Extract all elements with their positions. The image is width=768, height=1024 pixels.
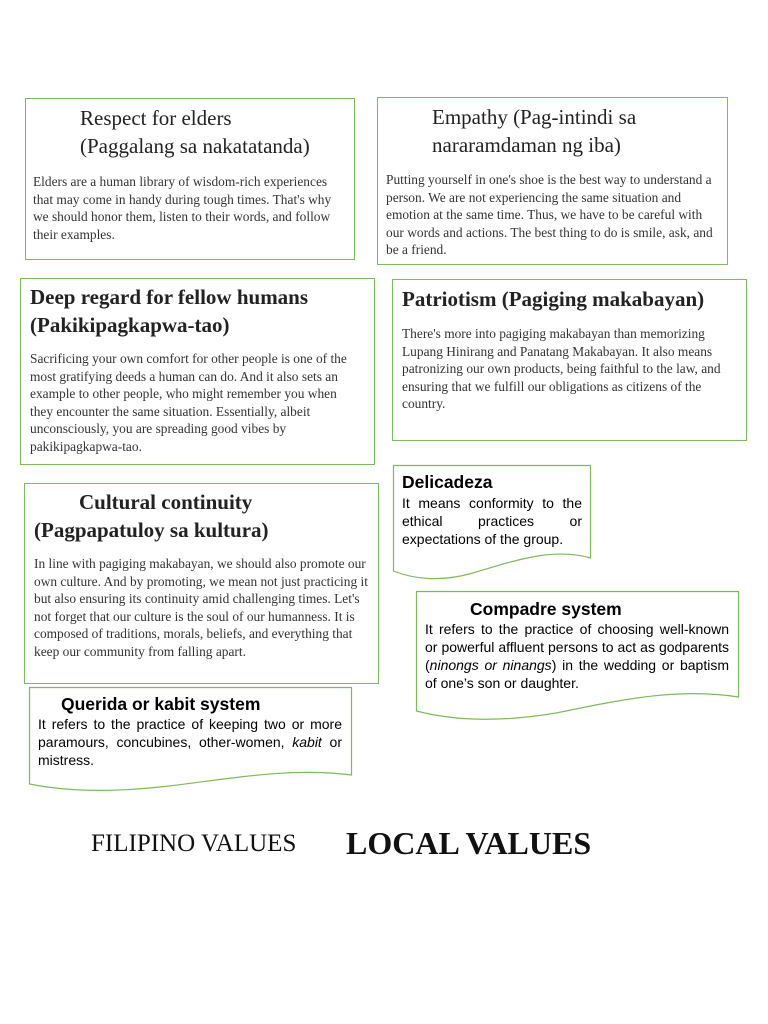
footer-local-values: LOCAL VALUES	[346, 825, 592, 861]
card-body: It means conformity to the ethical practices or expectations of the group.	[402, 495, 582, 547]
card-title: Empathy (Pag-intindi sa nararamdaman ng iba)	[432, 105, 637, 157]
card-cultural-continuity	[24, 483, 379, 684]
card-respect-for-elders	[25, 98, 355, 260]
card-delicadeza	[393, 465, 591, 583]
card-body: There's more into pagiging makabayan than memorizing Lupang Hinirang and Panatang Makabayan. It also means patronizing our own products, being faithful to the law, and ensuring that we fulfill our obligations as citizens of the country.	[402, 326, 721, 411]
card-body: Sacrificing your own comfort for other people is one of the most gratifying deeds a human can do. And it also sets an example to other people, who might remember you when they encounter the same situation. Essentially, albeit unconsciously, you are spreading good vibes by pakikipagkapwa-tao.	[30, 351, 347, 454]
card-compadre-system	[416, 591, 739, 724]
card-body: Elders are a human library of wisdom-rich experiences that may come in handy during tough times. That's why we should honor them, listen to their words, and follow their examples.	[33, 174, 332, 242]
card-patriotism	[392, 279, 747, 441]
card-title: Cultural continuity (Pagpapatuloy sa kultura)	[34, 490, 269, 542]
card-title: Patriotism (Pagiging makabayan)	[402, 287, 705, 311]
card-deep-regard	[20, 278, 375, 465]
card-title: Respect for elders (Paggalang sa nakatatanda)	[80, 106, 310, 158]
card-body: It refers to the practice of choosing well-known or powerful affluent persons to act as godparents (ninongs or ninangs) in the wedding or baptism of one’s son or daughter.	[425, 621, 730, 691]
card-title: Compadre system	[470, 599, 622, 619]
card-body: Putting yourself in one's shoe is the best way to understand a person. We are not experiencing the same situation and emotion at the same time. Thus, we have to be careful with our words and actions. The best thing to do is smile, ask, and be a friend.	[386, 172, 713, 257]
card-empathy	[377, 97, 728, 265]
card-body: It refers to the practice of keeping two or more paramours, concubines, other-women, kabit or mistress.	[38, 716, 342, 768]
card-body: In line with pagiging makabayan, we should also promote our own culture. And by promoting, we mean not just practicing it but also ensuring its continuity amid challenging times. Let's not forget that our culture is the soul of our humanness. It is composed of traditions, morals, beliefs, and everything that keep our community from falling apart.	[34, 556, 368, 659]
card-title: Querida or kabit system	[61, 694, 261, 714]
card-querida-system	[29, 687, 352, 794]
card-title: Deep regard for fellow humans (Pakikipagkapwa-tao)	[30, 285, 309, 337]
card-title: Delicadeza	[402, 472, 493, 492]
footer-filipino-values: FILIPINO VALUES	[91, 830, 297, 857]
